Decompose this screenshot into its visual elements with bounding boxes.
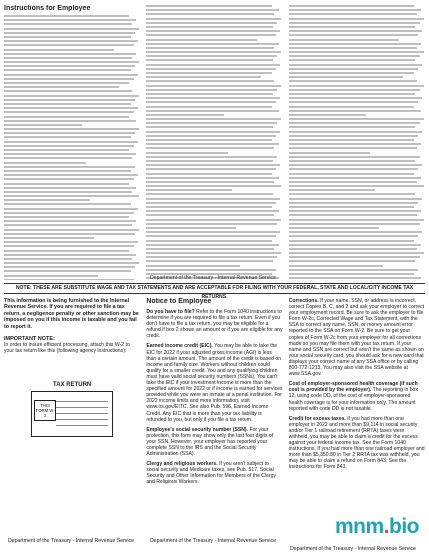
fine-print-line (4, 149, 129, 151)
fine-print-line (4, 216, 129, 218)
fine-print-line (4, 74, 138, 76)
bottom-footer-left: Department of the Treasury - Internal Revenue Service (8, 538, 135, 544)
fine-print-line (4, 132, 135, 134)
fine-print-line (146, 244, 278, 246)
fine-print-line (146, 72, 271, 74)
fine-print-line (146, 80, 274, 82)
fine-print-line (146, 55, 277, 57)
fine-print-line (289, 273, 414, 275)
bottom-footer-middle: Department of the Treasury - Internal Revenue Service (150, 538, 277, 544)
fine-print-line (146, 26, 273, 28)
fine-print-line (4, 174, 138, 176)
fine-print-line (4, 212, 134, 214)
fine-print-line (146, 240, 271, 242)
fine-print-line (4, 90, 132, 92)
fine-print-line (289, 93, 416, 95)
tax-return-label: TAX RETURN (53, 382, 92, 389)
fine-print-line (289, 202, 419, 204)
fine-print-line (4, 57, 132, 59)
fine-print-line (289, 265, 383, 267)
fine-print-line (146, 34, 276, 36)
fine-print-line (289, 252, 424, 254)
fine-print-line (289, 147, 417, 149)
fine-print-line (4, 136, 131, 138)
fine-print-line (289, 231, 423, 233)
notice-paragraph: Employee's social security number (SSN). For your protection, this form may show only the last four digits of your SSN. However, your employer has reported your complete SSN to the IRS and the Social Security Administration (SSA). (146, 426, 274, 458)
fine-print-line (289, 85, 424, 87)
fine-print-line (289, 168, 419, 170)
fine-print-line (4, 162, 86, 164)
fine-print-line (146, 89, 277, 91)
important-note-title: IMPORTANT NOTE: (4, 336, 55, 343)
fine-print-line (146, 76, 261, 78)
fine-print-line (289, 43, 421, 45)
fine-print-line (289, 106, 414, 108)
fine-print-line (146, 181, 274, 183)
fine-print-line (289, 164, 423, 166)
fine-print-line (289, 206, 414, 208)
fine-print-line (289, 13, 417, 15)
fine-print-line (146, 85, 281, 87)
fine-print-line (289, 76, 404, 78)
fine-print-line (4, 78, 134, 80)
fine-print-line (146, 110, 278, 112)
fine-print-line (289, 5, 414, 7)
fine-print-line (4, 279, 134, 280)
instructions-column-3 (289, 5, 425, 280)
fine-print-line (4, 208, 138, 210)
fine-print-line (146, 18, 281, 20)
fine-print-line (289, 97, 423, 99)
fine-print-line (4, 107, 138, 109)
fine-print-line (146, 185, 281, 187)
fine-print-line (4, 23, 132, 25)
fine-print-line (4, 19, 136, 21)
fine-print-line (4, 224, 132, 226)
fine-print-line (4, 61, 139, 63)
fine-print-line (4, 32, 135, 34)
fine-print-line (289, 18, 424, 20)
fine-print-line (289, 9, 421, 11)
notice-to-employee-title: Notice to Employee (146, 298, 212, 305)
fine-print-line (289, 214, 417, 216)
fine-print-line (4, 120, 136, 122)
fine-print-line (289, 277, 421, 279)
fine-print-line (4, 15, 129, 17)
fine-print-line (146, 5, 271, 7)
fine-print-line (4, 86, 119, 88)
fine-print-line (289, 26, 416, 28)
fine-print-line (146, 139, 271, 141)
fine-print-line (289, 89, 420, 91)
fine-print-line (146, 189, 232, 191)
fine-print-lines (146, 5, 282, 280)
fine-print-line (146, 22, 277, 24)
fine-print-line (146, 202, 276, 204)
instructions-columns (4, 5, 425, 280)
fine-print-line (146, 64, 280, 66)
fine-print-line (289, 235, 419, 237)
fine-print-line (289, 173, 414, 175)
fine-print-line (146, 135, 276, 137)
fine-print-line (146, 13, 274, 15)
w2-form-label: THIS FORM W-2 (34, 400, 56, 421)
fine-print-line (4, 103, 131, 105)
fine-print-line (4, 241, 138, 243)
fine-print-line (4, 233, 135, 235)
fine-print-line (146, 235, 276, 237)
fine-print-line (146, 231, 280, 233)
fine-print-line (289, 189, 375, 191)
notice-paragraph: Do you have to file? Refer to the Form 1040 instructions to determine if you are required to file a tax return. Even if you don't have to file a tax return, you may be eligible for a refund if box 2 shows an amount or if you are eligible for any credit. (146, 309, 283, 340)
fine-print-line (146, 256, 277, 258)
fine-print-line (289, 139, 414, 141)
fine-print-line (4, 262, 139, 264)
notice-paragraph: Earned income credit (EIC). You may be able to take the EIC for 2022 if your adjusted gross income (AGI) is less than a certain amount. The amount of the credit is based on income and family size. Workers without children could qualify for a smaller credit. You and any qualifying children must have valid social security numbers (SSNs). You can't take the EIC if your investment income is more than the specified amount for 2022 or if income is earned for services provided while you were an inmate at a penal institution. For 2022 income limits and more information, visit www.irs.gov/EITC. See also Pub. 596, Earned Income Credit. Any EIC that is more than your tax liability is refunded to you, but only if you file a tax return. (146, 343, 283, 423)
fine-print-line (289, 198, 423, 200)
fine-print-line (289, 131, 423, 133)
fine-print-line (289, 143, 421, 145)
attach-diagram (31, 391, 113, 437)
fine-print-line (4, 49, 114, 51)
fine-print-line (146, 265, 240, 267)
fine-print-line (4, 116, 129, 118)
fine-print-line (4, 245, 134, 247)
fine-print-line (146, 156, 277, 158)
fine-print-line (289, 193, 416, 195)
fine-print-line (289, 122, 420, 124)
fine-print-line (146, 47, 274, 49)
fine-print-line (146, 260, 273, 262)
fine-print-line (4, 266, 135, 268)
fine-print-line (4, 128, 139, 130)
fine-print-line (146, 252, 281, 254)
fine-print-line (4, 183, 129, 185)
instructions-heading: Instructions for Employee (4, 5, 91, 12)
bottom-right-column (289, 298, 425, 534)
fine-print-line (4, 237, 94, 239)
fine-print-line (4, 40, 138, 42)
fine-print-line (289, 223, 420, 225)
fine-print-line (146, 131, 280, 133)
fine-print-line (289, 64, 423, 66)
irs-furnished-notice: This information is being furnished to the Internal Revenue Service. If you are required to file a tax return, a negligence penalty or other sanction may be imposed on you if this income is taxable and you fail to report it. (4, 298, 139, 330)
fine-print-line (146, 168, 276, 170)
fine-print-line (289, 59, 416, 61)
fine-print-line (146, 68, 276, 70)
fine-print-line (289, 135, 419, 137)
fine-print-line (4, 82, 129, 84)
fine-print-line (289, 227, 379, 229)
fine-print-lines (289, 5, 425, 280)
fine-print-line (146, 248, 274, 250)
fine-print-line (4, 203, 131, 205)
fine-print-line (289, 68, 419, 70)
fine-print-line (146, 214, 274, 216)
fine-print-line (146, 206, 271, 208)
watermark-logo: mnm.bio (334, 515, 419, 538)
fine-print-line (146, 193, 273, 195)
fine-print-line (146, 147, 274, 149)
substitute-statement-notice: NOTE: THESE ARE SUBSTITUTE WAGE AND TAX STATEMENTS AND ARE ACCEPTABLE FOR FILING WITH YOUR FEDERAL, STATE AND LOCAL/CITY INCOME TAX RETURNS. (4, 283, 425, 294)
fine-print-line (146, 101, 276, 103)
fine-print-line (4, 250, 129, 252)
fine-print-line (4, 53, 136, 55)
fine-print-line (146, 210, 278, 212)
fine-print-line (146, 39, 256, 41)
fine-print-line (289, 39, 399, 41)
fine-print-line (289, 80, 417, 82)
fine-print-line (146, 198, 280, 200)
instructions-column-2 (146, 5, 282, 280)
fine-print-line (289, 72, 414, 74)
fine-print-line (4, 111, 134, 113)
fine-print-line (146, 164, 280, 166)
important-note-body: In order to insure efficient processing, attach this W-2 to your tax return like this (following agency instructions): (4, 342, 130, 355)
fine-print-line (289, 156, 420, 158)
bottom-left-column (4, 298, 140, 534)
fine-print-line (146, 122, 277, 124)
notice-paragraph: Cost of employer-sponsored health coverage (if such cost is provided by the employer). The reporting in box 12, using code DD, of the cost of employer-sponsored health coverage is for your information only. The amount reported with code DD is not taxable. (288, 381, 418, 412)
fine-print-line (146, 223, 277, 225)
fine-print-line (4, 44, 134, 46)
fine-print-line (4, 258, 132, 260)
fine-print-line (289, 126, 416, 128)
fine-print-line (146, 269, 276, 271)
fine-print-line (289, 152, 371, 154)
fine-print-line (289, 110, 421, 112)
fine-print-line (146, 114, 224, 116)
fine-print-line (289, 177, 421, 179)
fine-print-line (4, 270, 131, 272)
fine-print-line (146, 30, 280, 32)
fine-print-line (4, 141, 138, 143)
fine-print-line (4, 195, 139, 197)
fine-print-line (146, 118, 281, 120)
fine-print-line (289, 101, 419, 103)
fine-print-line (289, 55, 420, 57)
fine-print-line (4, 69, 131, 71)
fine-print-lines (4, 15, 140, 280)
fine-print-line (289, 160, 416, 162)
top-footer: Department of the Treasury - Internal Revenue Service (150, 275, 277, 281)
fine-print-line (4, 220, 136, 222)
fine-print-line (289, 34, 419, 36)
fine-print-line (146, 143, 278, 145)
fine-print-line (4, 65, 135, 67)
fine-print-line (4, 28, 139, 30)
fine-print-line (289, 244, 421, 246)
fine-print-line (4, 229, 139, 231)
fine-print-line (289, 47, 417, 49)
fine-print-line (289, 260, 416, 262)
fine-print-line (4, 95, 139, 97)
bottom-section (4, 298, 425, 534)
bottom-footer-right: Department of the Treasury - Internal Revenue Service (290, 546, 417, 552)
fine-print-line (4, 157, 132, 159)
fine-print-line (4, 36, 131, 38)
fine-print-line (4, 199, 90, 201)
fine-print-line (4, 166, 135, 168)
fine-print-line (289, 269, 419, 271)
fine-print-line (146, 97, 280, 99)
fine-print-line (146, 173, 271, 175)
fine-print-line (146, 126, 273, 128)
fine-print-line (289, 30, 423, 32)
fine-print-line (289, 118, 424, 120)
fine-print-line (146, 219, 281, 221)
notice-paragraph: Corrections. If your name, SSN, or address is incorrect, correct Copies B, C, and 2 and ask your employer to correct your employment record. Be sure to ask the employer to file Form W-2c, Corrected Wage and Tax Statement, with the SSA to correct any name, SSN, or money amount error reported to the SSA on Form W-2. Be sure to get your copies of Form W-2c from your employer for all corrections made so you may file them with your tax return. If your name and SSN are correct but aren't the same as shown on your social security card, you should ask for a new card that displays your correct name at any SSA office or by calling 800-772-1213. You may also visit the SSA website at www.SSA.gov. (288, 298, 424, 378)
fine-print-line (146, 160, 273, 162)
fine-print-line (146, 177, 278, 179)
fine-print-line (4, 178, 134, 180)
fine-print-line (4, 254, 136, 256)
fine-print-line (4, 170, 131, 172)
fine-print-line (289, 256, 420, 258)
fine-print-line (289, 185, 424, 187)
fine-print-line (289, 181, 417, 183)
fine-print-line (146, 51, 281, 53)
fine-print-line (289, 240, 414, 242)
fine-print-line (146, 152, 228, 154)
notice-paragraph: Clergy and religious workers. If you aren't subject to social security and Medicare taxes, see Pub. 517, Social Security and Other Information for Members of the Clergy and Religious Workers. (146, 461, 276, 486)
fine-print-line (289, 219, 424, 221)
fine-print-line (146, 9, 278, 11)
fine-print-line (4, 99, 135, 101)
fine-print-line (4, 275, 98, 277)
fine-print-line (289, 248, 417, 250)
fine-print-line (146, 227, 236, 229)
fine-print-line (289, 114, 367, 116)
notice-paragraph: Credit for excess taxes. If you had more than one employer in 2022 and more than $9,114 in social security and/or Tier 1 railroad retirement (RRTA) taxes were withheld, you may be able to claim a credit for the excess against your federal income tax. See the Form 1040 instructions. If you had more than one railroad employer and more than $5,350.80 in Tier 2 RRTA tax was withheld, you may be able to claim a refund on Form 843. See the Instructions for Form 843. (288, 415, 425, 471)
fine-print-line (146, 106, 271, 108)
fine-print-line (289, 22, 420, 24)
fine-print-line (289, 51, 424, 53)
instructions-column-1 (4, 5, 140, 280)
fine-print-line (146, 93, 273, 95)
bottom-middle-column (146, 298, 282, 534)
fine-print-line (4, 187, 136, 189)
fine-print-line (4, 145, 134, 147)
fine-print-line (146, 43, 278, 45)
fine-print-line (289, 210, 421, 212)
fine-print-line (4, 124, 82, 126)
fine-print-line (4, 191, 132, 193)
fine-print-line (4, 153, 136, 155)
fine-print-line (146, 59, 273, 61)
